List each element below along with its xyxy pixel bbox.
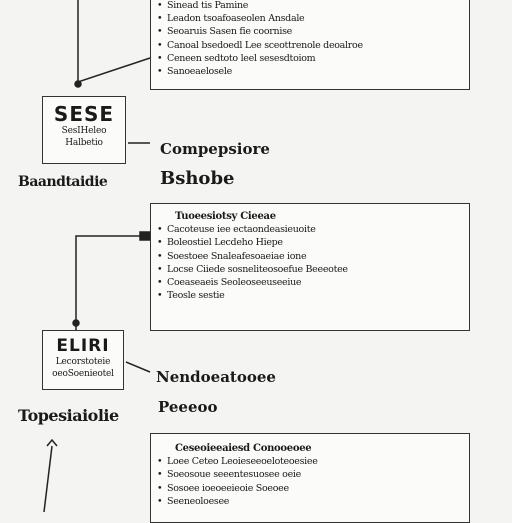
- list-item: • Sinead tis Pamine: [157, 0, 249, 11]
- list-item: • Canoal bsedoedl Lee sceottrenole deoalroe: [157, 39, 363, 51]
- list-heading: Ceseoieeaiesd Conooeoee: [175, 443, 312, 454]
- node2-arrow: [126, 362, 150, 372]
- middle-list-panel: [150, 203, 470, 331]
- mid-connector: [76, 236, 152, 330]
- list-item: • Coeaseaeis Seoleoseeuseeiue: [157, 277, 302, 289]
- node2-right-label: Nendoeatooee: [156, 368, 276, 386]
- node2-line2: oeoSoenieotel: [52, 369, 114, 379]
- list-item: • Teosle sestie: [157, 290, 225, 302]
- list-item: • Seoaruis Sasen fie coornise: [157, 26, 292, 38]
- list-item: • Sosoee ioeoeeieoie Soeoee: [157, 482, 289, 494]
- list-item: • Loee Ceteo Leoieseeoeloteoesiee: [157, 456, 318, 468]
- node1-line1: SesIHeleo: [61, 126, 107, 136]
- list-item: • Boleostiel Lecdeho Hiepe: [157, 237, 283, 249]
- node1-box: [42, 96, 126, 164]
- list-item: • Leadon tsoafoaseolen Ansdale: [157, 13, 305, 25]
- node1-line2: Halbetio: [65, 138, 103, 148]
- list-item: • Sanoeaelosele: [157, 66, 232, 78]
- node1-title: SESE: [53, 102, 115, 126]
- list-item: • Locse Ciiede sosneliteosoefue Beeeotee: [157, 263, 348, 275]
- bottom-list-panel: [150, 433, 470, 523]
- list-item: • Soeosoue seeentesuosee oeie: [157, 469, 301, 481]
- bottom-connector: [44, 446, 52, 512]
- list-item: • Ceneen sedtoto leel sesesdtoiom: [157, 52, 316, 64]
- top-list-panel: [150, 0, 470, 90]
- top-connector: [78, 0, 150, 82]
- top-list: [151, 0, 469, 78]
- node2-line1: Lecorstoteie: [55, 357, 111, 367]
- node1-right-label: Compepsiore: [160, 140, 270, 158]
- list-heading: Tuoeesiotsy Cieeae: [175, 211, 276, 222]
- list-item: • Soestoee Snaleafesoaeiae ione: [157, 250, 307, 262]
- mid-connector-joint: [140, 232, 150, 240]
- list-item: • Seeneoloesee: [157, 495, 230, 507]
- top-connector-node: [75, 81, 81, 87]
- node2-title: ELIRI: [56, 336, 110, 356]
- node2-left-label: Topesiaiolie: [18, 406, 119, 425]
- node2-center-label: Peeeoo: [158, 398, 218, 416]
- node1-left-label: Baandtaidie: [18, 174, 108, 190]
- list-item: • Cacoteuse iee ectaondeasieuoite: [157, 224, 316, 236]
- node1-center-label: Bshobe: [160, 168, 235, 189]
- node2-box: [42, 330, 124, 390]
- mid-connector-node: [73, 320, 79, 326]
- middle-list: [151, 210, 469, 302]
- bottom-list: [151, 442, 469, 508]
- bottom-connector-head: [47, 440, 57, 446]
